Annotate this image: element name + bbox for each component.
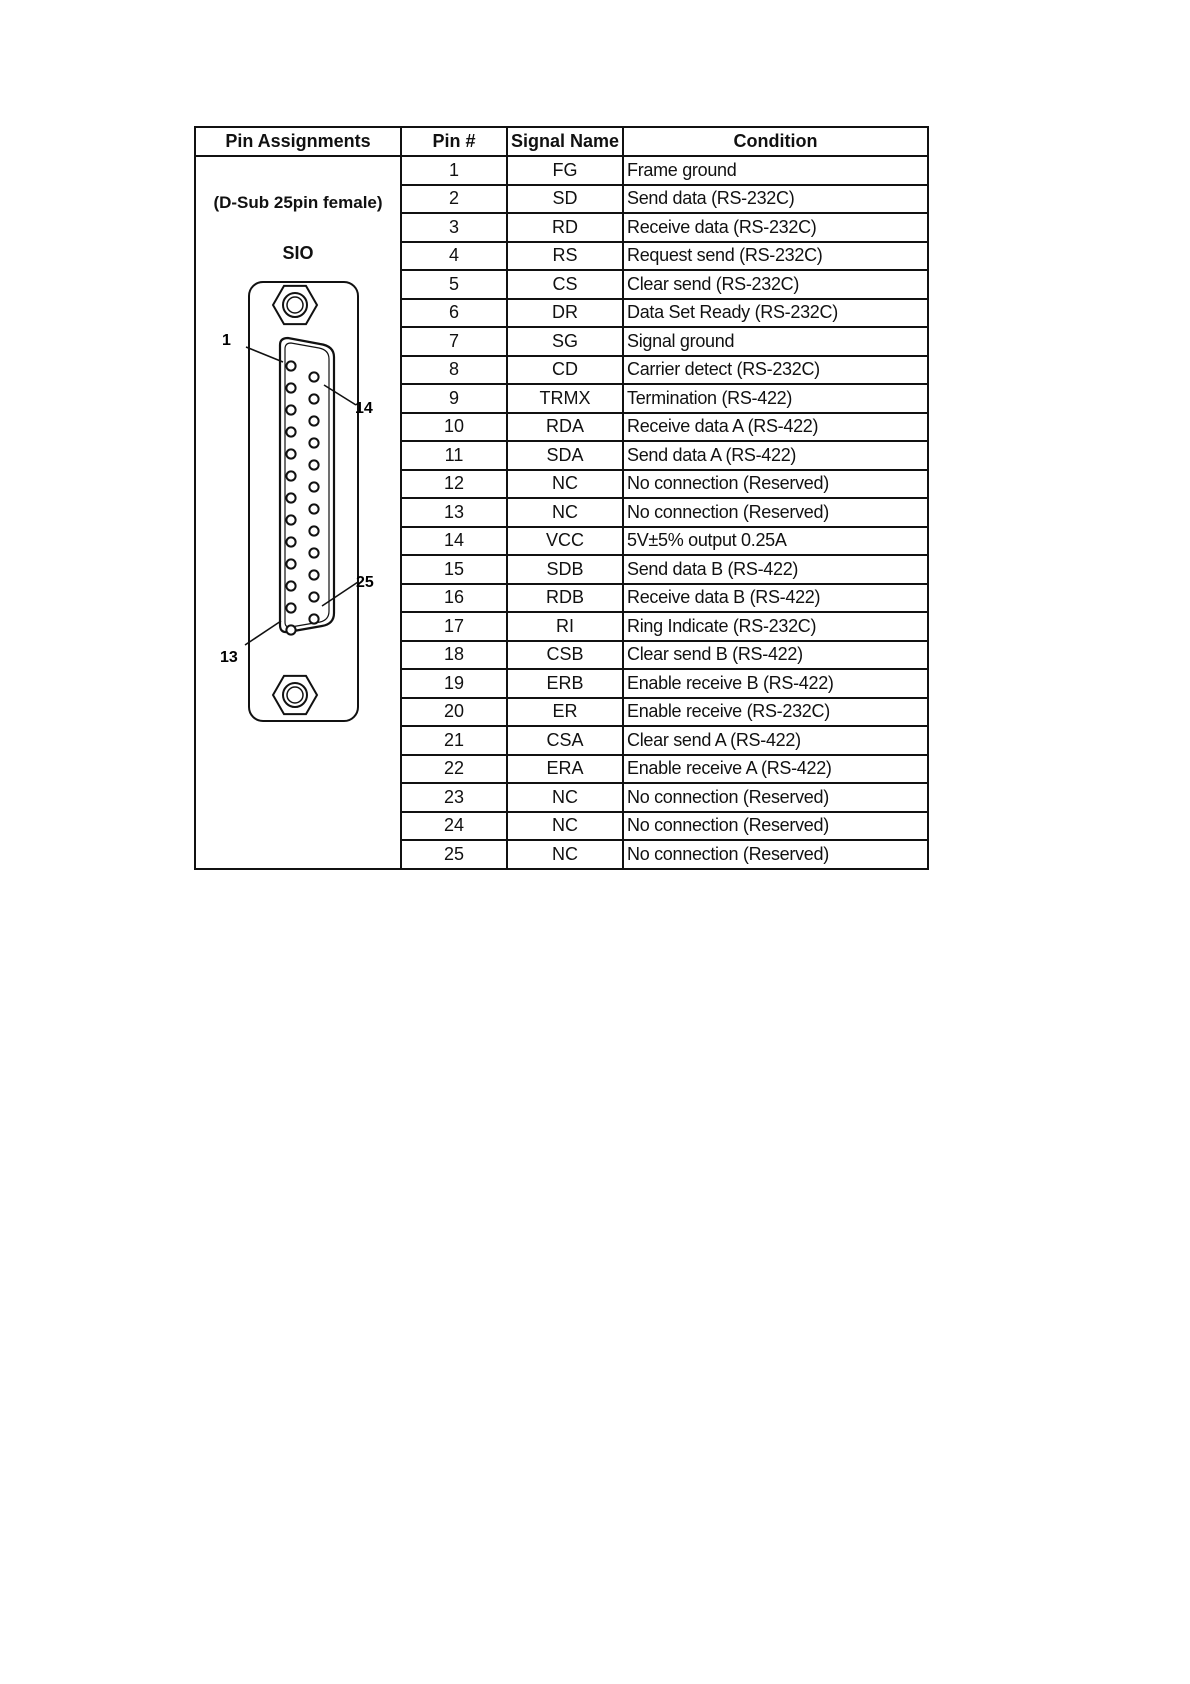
pin-hole-5 — [286, 449, 295, 458]
pin-hole-2 — [286, 383, 295, 392]
signal-name-cell: CSB — [507, 641, 623, 670]
pin-hole-7 — [286, 493, 295, 502]
header-signal-name: Signal Name — [507, 127, 623, 156]
pin-number-cell: 18 — [401, 641, 507, 670]
signal-name-cell: SG — [507, 327, 623, 356]
signal-name-cell: ERA — [507, 755, 623, 784]
pin-hole-15 — [309, 394, 318, 403]
pin-number-cell: 8 — [401, 356, 507, 385]
condition-cell: 5V±5% output 0.25A — [623, 527, 928, 556]
pin-hole-9 — [286, 537, 295, 546]
pin-hole-11 — [286, 581, 295, 590]
signal-name-cell: NC — [507, 783, 623, 812]
pin-hole-14 — [309, 372, 318, 381]
condition-cell: Signal ground — [623, 327, 928, 356]
signal-name-cell: NC — [507, 840, 623, 869]
pin-hole-3 — [286, 405, 295, 414]
signal-name-cell: NC — [507, 470, 623, 499]
condition-cell: Receive data A (RS-422) — [623, 413, 928, 442]
table-header-row — [195, 127, 928, 156]
condition-cell: No connection (Reserved) — [623, 840, 928, 869]
signal-name-cell: NC — [507, 498, 623, 527]
condition-cell: Send data (RS-232C) — [623, 185, 928, 214]
pin-number-cell: 23 — [401, 783, 507, 812]
pin-hole-4 — [286, 427, 295, 436]
signal-name-cell: RS — [507, 242, 623, 271]
header-pin-assignments: Pin Assignments — [195, 127, 401, 156]
condition-cell: Clear send (RS-232C) — [623, 270, 928, 299]
pin-number-cell: 12 — [401, 470, 507, 499]
pin-number-cell: 17 — [401, 612, 507, 641]
pin-hole-20 — [309, 504, 318, 513]
condition-cell: Carrier detect (RS-232C) — [623, 356, 928, 385]
signal-name-cell: ER — [507, 698, 623, 727]
connector-type-label: (D-Sub 25pin female) — [213, 193, 383, 212]
condition-cell: Receive data (RS-232C) — [623, 213, 928, 242]
pin-assignment-table — [194, 126, 929, 870]
top-screw-icon — [273, 286, 317, 324]
condition-cell: Frame ground — [623, 156, 928, 185]
pin-number-cell: 4 — [401, 242, 507, 271]
signal-name-cell: SDB — [507, 555, 623, 584]
condition-cell: Data Set Ready (RS-232C) — [623, 299, 928, 328]
pin-hole-16 — [309, 416, 318, 425]
signal-name-cell: CD — [507, 356, 623, 385]
condition-cell: Clear send A (RS-422) — [623, 726, 928, 755]
condition-cell: Receive data B (RS-422) — [623, 584, 928, 613]
condition-cell: Ring Indicate (RS-232C) — [623, 612, 928, 641]
pin1-label: 1 — [222, 332, 231, 349]
pin-hole-21 — [309, 526, 318, 535]
pin-number-cell: 6 — [401, 299, 507, 328]
signal-name-cell: ERB — [507, 669, 623, 698]
pin-number-cell: 1 — [401, 156, 507, 185]
pin-number-cell: 5 — [401, 270, 507, 299]
pin-hole-12 — [286, 603, 295, 612]
condition-cell: Enable receive B (RS-422) — [623, 669, 928, 698]
condition-cell: Send data A (RS-422) — [623, 441, 928, 470]
pin-number-cell: 2 — [401, 185, 507, 214]
pin-hole-18 — [309, 460, 318, 469]
condition-cell: No connection (Reserved) — [623, 470, 928, 499]
pin-number-cell: 3 — [401, 213, 507, 242]
pin-hole-1 — [286, 361, 295, 370]
pin-number-cell: 9 — [401, 384, 507, 413]
pin-number-cell: 16 — [401, 584, 507, 613]
condition-cell: Termination (RS-422) — [623, 384, 928, 413]
signal-name-cell: DR — [507, 299, 623, 328]
table-row — [195, 156, 928, 185]
pin-hole-19 — [309, 482, 318, 491]
condition-cell: No connection (Reserved) — [623, 812, 928, 841]
pin-number-cell: 24 — [401, 812, 507, 841]
pin-hole-23 — [309, 570, 318, 579]
pin-hole-6 — [286, 471, 295, 480]
condition-cell: No connection (Reserved) — [623, 498, 928, 527]
signal-name-cell: FG — [507, 156, 623, 185]
pin-assignment-cell — [195, 156, 401, 869]
pin-number-cell: 20 — [401, 698, 507, 727]
dsub25-connector-diagram — [196, 157, 401, 863]
pin-hole-22 — [309, 548, 318, 557]
pin-number-cell: 19 — [401, 669, 507, 698]
signal-name-cell: VCC — [507, 527, 623, 556]
condition-cell: Enable receive A (RS-422) — [623, 755, 928, 784]
pin-number-cell: 7 — [401, 327, 507, 356]
pin-table-body — [195, 156, 928, 869]
condition-cell: Send data B (RS-422) — [623, 555, 928, 584]
condition-cell: Clear send B (RS-422) — [623, 641, 928, 670]
bottom-screw-icon — [273, 676, 317, 714]
signal-name-cell: CS — [507, 270, 623, 299]
pin-number-cell: 13 — [401, 498, 507, 527]
pin25-label: 25 — [356, 574, 374, 591]
pin-number-cell: 25 — [401, 840, 507, 869]
signal-name-cell: RI — [507, 612, 623, 641]
pin-hole-24 — [309, 592, 318, 601]
condition-cell: Enable receive (RS-232C) — [623, 698, 928, 727]
pin-hole-17 — [309, 438, 318, 447]
pin-number-cell: 22 — [401, 755, 507, 784]
signal-name-cell: CSA — [507, 726, 623, 755]
signal-name-cell: SDA — [507, 441, 623, 470]
pin-number-cell: 14 — [401, 527, 507, 556]
pin-number-cell: 10 — [401, 413, 507, 442]
signal-name-cell: SD — [507, 185, 623, 214]
pin-hole-10 — [286, 559, 295, 568]
signal-name-cell: TRMX — [507, 384, 623, 413]
pin-number-cell: 21 — [401, 726, 507, 755]
signal-name-cell: NC — [507, 812, 623, 841]
condition-cell: Request send (RS-232C) — [623, 242, 928, 271]
pin-hole-8 — [286, 515, 295, 524]
pin-number-cell: 15 — [401, 555, 507, 584]
signal-name-cell: RD — [507, 213, 623, 242]
pin-number-cell: 11 — [401, 441, 507, 470]
header-pin-number: Pin # — [401, 127, 507, 156]
condition-cell: No connection (Reserved) — [623, 783, 928, 812]
signal-name-cell: RDB — [507, 584, 623, 613]
signal-name-cell: RDA — [507, 413, 623, 442]
pin-hole-25 — [309, 614, 318, 623]
port-label: SIO — [282, 243, 314, 263]
header-condition: Condition — [623, 127, 928, 156]
pin-hole-13 — [286, 625, 295, 634]
pin14-label: 14 — [355, 400, 373, 417]
pin13-label: 13 — [220, 649, 238, 666]
